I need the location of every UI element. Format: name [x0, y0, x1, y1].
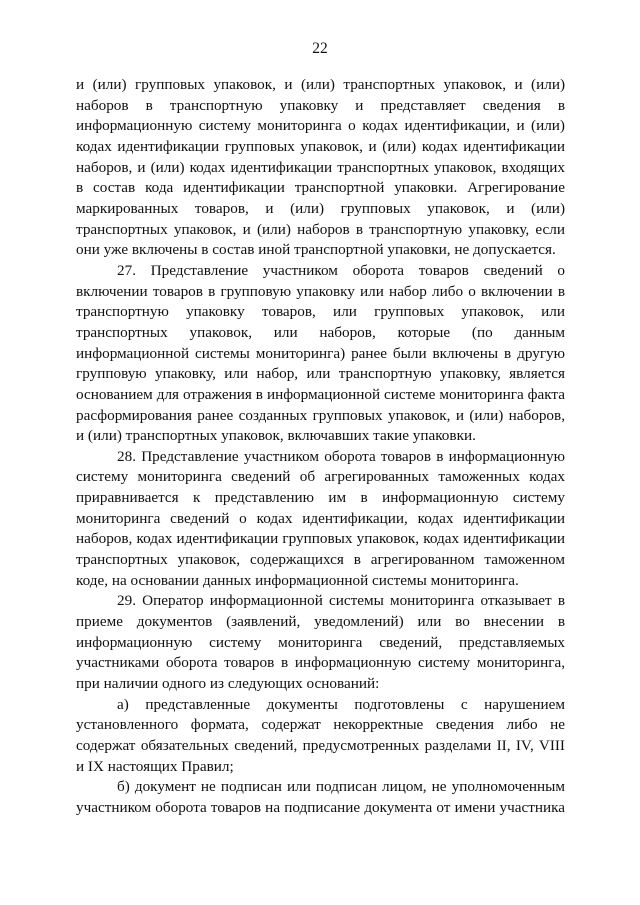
paragraph-continuation: и (или) групповых упаковок, и (или) транспортных упаковок, и (или) наборов в транспортную упаковку и представляет сведения в информационную систему мониторинга о кодах идентификации, и (или) кодах идентификации групповых упаковок, и (или) кодах идентификации наборов, и (или) кодах идентификации транспортных упаковок, входящих в состав кода идентификации транспортной упаковки. Агрегирование маркированных товаров, и (или) групповых упаковок, и (или) транспортных упаковок, и (или) наборов в транспортную упаковку, если они уже включены в состав иной транспортной упаковки, не допускается. [76, 76, 565, 259]
paragraph-item-29: 29. Оператор информационной системы мониторинга отказывает в приеме документов (заявлений, уведомлений) или во внесении в информационную систему мониторинга сведений, представляемых участниками оборота товаров в информационную систему мониторинга, при наличии одного из следующих оснований: [76, 592, 565, 693]
paragraph-item-28: 28. Представление участником оборота товаров в информационную систему мониторинга сведений об агрегированных таможенных кодах приравнивается к представлению им в информационную систему мониторинга сведений о кодах идентификации, кодах идентификации наборов, кодах идентификации групповых упаковок, кодах идентификации транспортных упаковок, содержащихся в агрегированном таможенном коде, на основании данных информационной системы мониторинга. [76, 447, 565, 589]
paragraph-item-27: 27. Представление участником оборота товаров сведений о включении товаров в групповую упаковку или набор либо о включении в транспортную упаковку товаров, или групповых упаковок, или транспортных упаковок, или наборов, которые (по данным информационной системы мониторинга) ранее были включены в другую групповую упаковку, или набор, или транспортную упаковку, является основанием для отражения в информационной системе мониторинга факта расформирования ранее созданных групповых упаковок, и (или) наборов, и (или) транспортных упаковок, включавших такие упаковки. [76, 261, 565, 445]
paragraph-item-29-a: а) представленные документы подготовлены с нарушением установленного формата, содержат некорректные сведения либо не содержат обязательных сведений, предусмотренных разделами II, IV, VIII и IX настоящих Правил; [76, 695, 565, 775]
document-body [76, 75, 565, 819]
paragraph-item-29-b: б) документ не подписан или подписан лицом, не уполномоченным участником оборота товаров на подписание документа от имени участника [76, 778, 565, 816]
page-number: 22 [312, 40, 328, 57]
